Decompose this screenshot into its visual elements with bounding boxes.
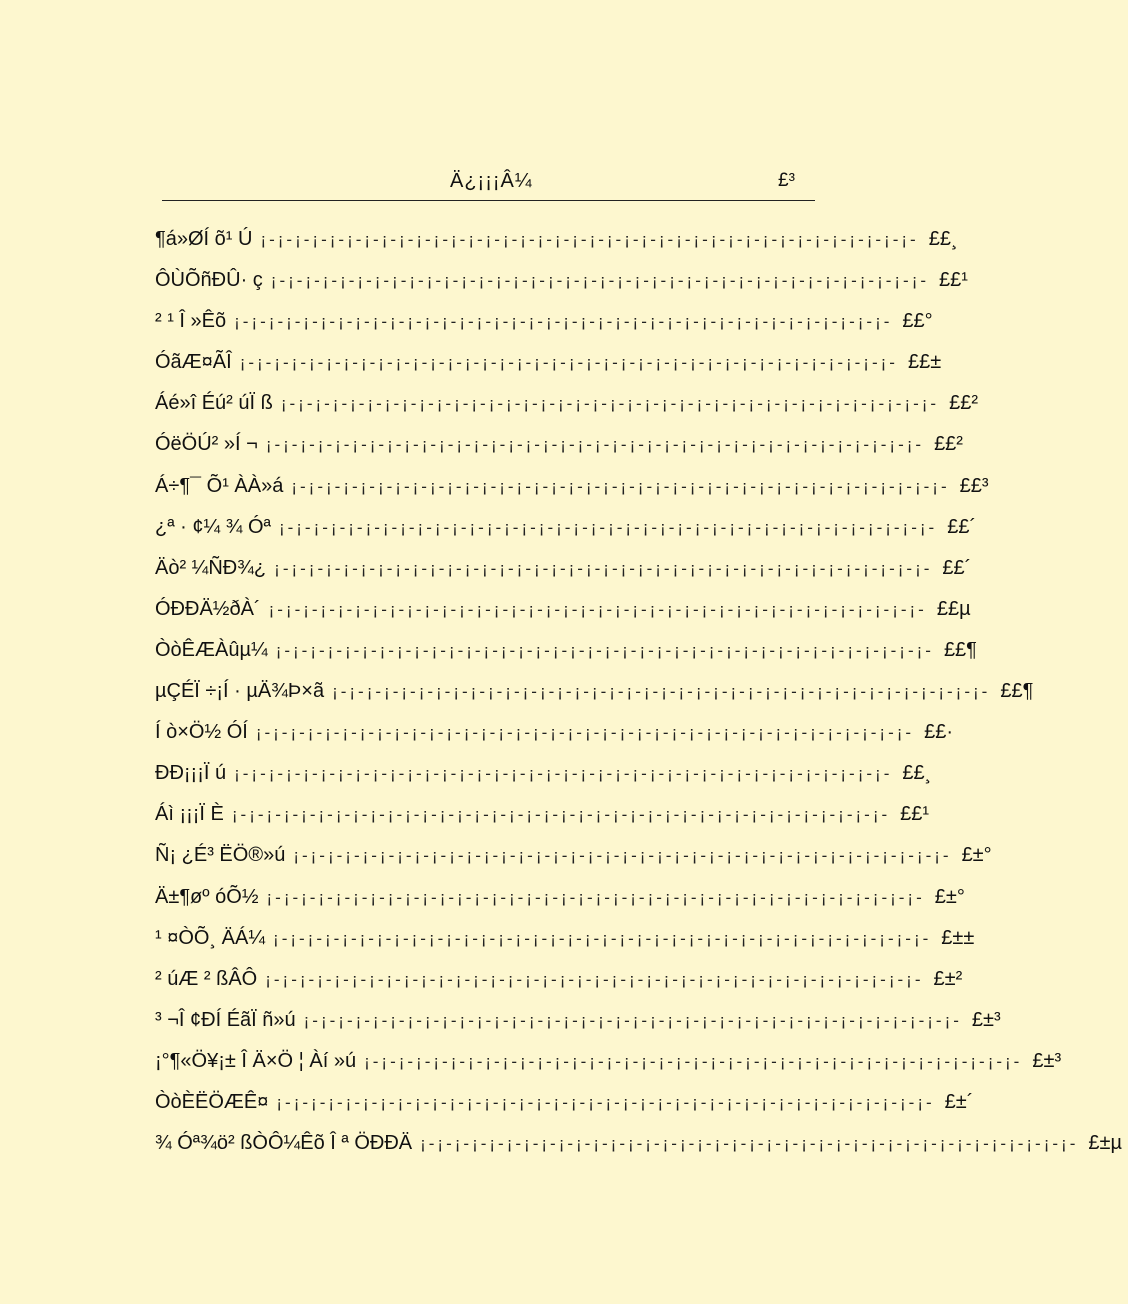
toc-entry-page-number: ££¹	[939, 269, 968, 292]
toc-entry-page-number: ££¸	[902, 762, 932, 785]
toc-entry-page-number: ££°	[902, 310, 933, 333]
toc-dot-leader: ¡-¡-¡-¡-¡-¡-¡-¡-¡-¡-¡-¡-¡-¡-¡-¡-¡-¡-¡-¡-¡-¡-¡-¡-¡-¡-¡-¡-¡-¡-¡-¡-¡-¡-¡-¡-¡-¡-	[268, 599, 927, 619]
toc-entry-title: Áé»î Éú² úÏ ß	[155, 392, 273, 415]
toc-entry-title: ÓëÖÚ² »Í ¬	[155, 433, 258, 456]
toc-entry[interactable]	[155, 880, 965, 921]
toc-entry[interactable]	[155, 797, 930, 838]
toc-entry-page-number: £±°	[961, 844, 992, 867]
toc-entry[interactable]	[155, 469, 989, 510]
toc-dot-leader: ¡-¡-¡-¡-¡-¡-¡-¡-¡-¡-¡-¡-¡-¡-¡-¡-¡-¡-¡-¡-¡-¡-¡-¡-¡-¡-¡-¡-¡-¡-¡-¡-¡-¡-¡-¡-¡-¡-	[270, 271, 930, 291]
toc-entry-page-number: ££²	[949, 392, 978, 415]
toc-entry[interactable]	[155, 674, 1034, 715]
toc-entry-title: ² ¹ Î »Êõ	[155, 310, 227, 333]
toc-entry-page-number: £±²	[933, 967, 963, 990]
toc-entry[interactable]	[155, 756, 932, 797]
toc-entry[interactable]	[155, 1044, 1062, 1085]
toc-dot-leader: ¡-¡-¡-¡-¡-¡-¡-¡-¡-¡-¡-¡-¡-¡-¡-¡-¡-¡-¡-¡-¡-¡-¡-¡-¡-¡-¡-¡-¡-¡-¡-¡-¡-¡-¡-¡-¡-¡-	[275, 640, 934, 660]
toc-dot-leader: ¡-¡-¡-¡-¡-¡-¡-¡-¡-¡-¡-¡-¡-¡-¡-¡-¡-¡-¡-¡-¡-¡-¡-¡-¡-¡-¡-¡-¡-¡-¡-¡-¡-¡-¡-¡-¡-¡-	[231, 805, 891, 825]
running-header-page-number: £³	[778, 170, 795, 191]
toc-entry-page-number: ££¶	[1000, 680, 1034, 703]
toc-entry-title: ¾ Óª¾ö² ßÒÔ¼Êõ Î ª ÖÐÐÄ	[155, 1132, 413, 1155]
toc-entry-page-number: £±³	[971, 1008, 1001, 1031]
toc-entry-title: ² úÆ ² ßÂÔ	[155, 967, 258, 990]
toc-entry[interactable]	[155, 427, 963, 468]
toc-entry-page-number: £±µ	[1088, 1132, 1122, 1155]
toc-entry-page-number: ££¶	[943, 638, 977, 661]
toc-entry[interactable]	[155, 222, 958, 263]
toc-entry[interactable]	[155, 551, 972, 592]
toc-dot-leader: ¡-¡-¡-¡-¡-¡-¡-¡-¡-¡-¡-¡-¡-¡-¡-¡-¡-¡-¡-¡-¡-¡-¡-¡-¡-¡-¡-¡-¡-¡-¡-¡-¡-¡-¡-¡-¡-¡-	[278, 517, 938, 537]
toc-entry-page-number: ££´	[942, 556, 972, 579]
toc-entry-title: ÔÙÕñÐÛ· ç	[155, 269, 263, 292]
toc-dot-leader: ¡-¡-¡-¡-¡-¡-¡-¡-¡-¡-¡-¡-¡-¡-¡-¡-¡-¡-¡-¡-¡-¡-¡-¡-¡-¡-¡-¡-¡-¡-¡-¡-¡-¡-¡-¡-¡-¡-	[265, 969, 924, 989]
toc-entry-title: Á÷¶¯ Õ¹ ÀÀ»á	[155, 474, 284, 497]
toc-dot-leader: ¡-¡-¡-¡-¡-¡-¡-¡-¡-¡-¡-¡-¡-¡-¡-¡-¡-¡-¡-¡-¡-¡-¡-¡-¡-¡-¡-¡-¡-¡-¡-¡-¡-¡-¡-¡-¡-¡-	[293, 846, 952, 866]
toc-entry-title: ¹ ¤ÒÕ¸ ÄÁ¼	[155, 926, 266, 949]
toc-entry-page-number: £±´	[944, 1090, 974, 1113]
toc-dot-leader: ¡-¡-¡-¡-¡-¡-¡-¡-¡-¡-¡-¡-¡-¡-¡-¡-¡-¡-¡-¡-¡-¡-¡-¡-¡-¡-¡-¡-¡-¡-¡-¡-¡-¡-¡-¡-¡-¡-	[364, 1051, 1023, 1071]
toc-dot-leader: ¡-¡-¡-¡-¡-¡-¡-¡-¡-¡-¡-¡-¡-¡-¡-¡-¡-¡-¡-¡-¡-¡-¡-¡-¡-¡-¡-¡-¡-¡-¡-¡-¡-¡-¡-¡-¡-¡-	[266, 887, 925, 907]
toc-dot-leader: ¡-¡-¡-¡-¡-¡-¡-¡-¡-¡-¡-¡-¡-¡-¡-¡-¡-¡-¡-¡-¡-¡-¡-¡-¡-¡-¡-¡-¡-¡-¡-¡-¡-¡-¡-¡-¡-¡-	[265, 435, 925, 455]
toc-entry[interactable]	[155, 386, 978, 427]
toc-dot-leader: ¡-¡-¡-¡-¡-¡-¡-¡-¡-¡-¡-¡-¡-¡-¡-¡-¡-¡-¡-¡-¡-¡-¡-¡-¡-¡-¡-¡-¡-¡-¡-¡-¡-¡-¡-¡-¡-¡-	[234, 312, 893, 332]
toc-entry[interactable]	[155, 838, 992, 879]
toc-entry-title: ÐÐ¡¡¡Ï ú	[155, 762, 227, 785]
toc-dot-leader: ¡-¡-¡-¡-¡-¡-¡-¡-¡-¡-¡-¡-¡-¡-¡-¡-¡-¡-¡-¡-¡-¡-¡-¡-¡-¡-¡-¡-¡-¡-¡-¡-¡-¡-¡-¡-¡-¡-	[274, 558, 933, 578]
toc-entry-title: ÓãÆ¤ÃÎ	[155, 351, 232, 374]
toc-dot-leader: ¡-¡-¡-¡-¡-¡-¡-¡-¡-¡-¡-¡-¡-¡-¡-¡-¡-¡-¡-¡-¡-¡-¡-¡-¡-¡-¡-¡-¡-¡-¡-¡-¡-¡-¡-¡-¡-¡-	[280, 394, 940, 414]
toc-entry-title: Ñ¡ ¿É³ ËÖ®»ú	[155, 844, 286, 867]
toc-entry-title: ³ ¬Î ¢ÐÍ ÉãÏ ñ»ú	[155, 1008, 296, 1031]
toc-entry[interactable]	[155, 263, 968, 304]
toc-entry-page-number: ££±	[907, 351, 942, 374]
toc-entry-page-number: ££´	[947, 515, 977, 538]
toc-entry-page-number: £±°	[934, 885, 965, 908]
toc-entry[interactable]	[155, 304, 933, 345]
toc-dot-leader: ¡-¡-¡-¡-¡-¡-¡-¡-¡-¡-¡-¡-¡-¡-¡-¡-¡-¡-¡-¡-¡-¡-¡-¡-¡-¡-¡-¡-¡-¡-¡-¡-¡-¡-¡-¡-¡-¡-	[239, 353, 898, 373]
toc-entry-title: ÓÐÐÄ½ðÀ´	[155, 597, 261, 620]
toc-entry-title: Áì ¡¡¡Ï È	[155, 803, 224, 826]
toc-dot-leader: ¡-¡-¡-¡-¡-¡-¡-¡-¡-¡-¡-¡-¡-¡-¡-¡-¡-¡-¡-¡-¡-¡-¡-¡-¡-¡-¡-¡-¡-¡-¡-¡-¡-¡-¡-¡-¡-¡-	[273, 928, 932, 948]
toc-entry-title: ¶á»ØÍ õ¹ Ú	[155, 228, 253, 250]
toc-entry-title: Ä±¶øº óÕ½	[155, 885, 259, 908]
toc-entry-title: Í ò×Ö½ ÓÍ	[155, 721, 248, 744]
toc-entry[interactable]	[155, 1126, 1122, 1167]
table-of-contents	[155, 222, 1122, 1167]
toc-dot-leader: ¡-¡-¡-¡-¡-¡-¡-¡-¡-¡-¡-¡-¡-¡-¡-¡-¡-¡-¡-¡-¡-¡-¡-¡-¡-¡-¡-¡-¡-¡-¡-¡-¡-¡-¡-¡-¡-¡-	[234, 764, 893, 784]
toc-entry-title: ÒòÊÆÀûµ¼	[155, 638, 268, 661]
toc-entry[interactable]	[155, 962, 963, 1003]
toc-entry[interactable]	[155, 510, 977, 551]
toc-dot-leader: ¡-¡-¡-¡-¡-¡-¡-¡-¡-¡-¡-¡-¡-¡-¡-¡-¡-¡-¡-¡-¡-¡-¡-¡-¡-¡-¡-¡-¡-¡-¡-¡-¡-¡-¡-¡-¡-¡-	[255, 723, 915, 743]
toc-entry-page-number: ££µ	[936, 597, 971, 620]
toc-dot-leader: ¡-¡-¡-¡-¡-¡-¡-¡-¡-¡-¡-¡-¡-¡-¡-¡-¡-¡-¡-¡-¡-¡-¡-¡-¡-¡-¡-¡-¡-¡-¡-¡-¡-¡-¡-¡-¡-¡-	[332, 682, 991, 702]
toc-entry[interactable]	[155, 921, 975, 962]
running-header	[162, 166, 815, 201]
toc-entry-page-number: ££·	[924, 721, 953, 744]
toc-entry-title: ¡°¶«Ö¥¡± Î Ä×Ö ¦ Àí »ú	[155, 1049, 357, 1072]
toc-entry[interactable]	[155, 1003, 1001, 1044]
toc-entry[interactable]	[155, 592, 971, 633]
toc-entry-title: ¿ª · ¢¼ ¾ Óª	[155, 515, 271, 538]
toc-entry-title: µÇÉÏ ÷¡Í · µÄ¾Þ×ã	[155, 680, 325, 703]
toc-entry[interactable]	[155, 633, 977, 674]
toc-dot-leader: ¡-¡-¡-¡-¡-¡-¡-¡-¡-¡-¡-¡-¡-¡-¡-¡-¡-¡-¡-¡-¡-¡-¡-¡-¡-¡-¡-¡-¡-¡-¡-¡-¡-¡-¡-¡-¡-¡-	[291, 476, 950, 496]
toc-entry-page-number: ££²	[934, 433, 963, 456]
toc-entry-title: Äò² ¼ÑÐ¾¿	[155, 556, 267, 579]
toc-dot-leader: ¡-¡-¡-¡-¡-¡-¡-¡-¡-¡-¡-¡-¡-¡-¡-¡-¡-¡-¡-¡-¡-¡-¡-¡-¡-¡-¡-¡-¡-¡-¡-¡-¡-¡-¡-¡-¡-¡-	[260, 230, 919, 249]
toc-dot-leader: ¡-¡-¡-¡-¡-¡-¡-¡-¡-¡-¡-¡-¡-¡-¡-¡-¡-¡-¡-¡-¡-¡-¡-¡-¡-¡-¡-¡-¡-¡-¡-¡-¡-¡-¡-¡-¡-¡-	[276, 1092, 935, 1112]
toc-entry-page-number: £±±	[941, 926, 975, 949]
toc-entry[interactable]	[155, 345, 942, 386]
toc-dot-leader: ¡-¡-¡-¡-¡-¡-¡-¡-¡-¡-¡-¡-¡-¡-¡-¡-¡-¡-¡-¡-¡-¡-¡-¡-¡-¡-¡-¡-¡-¡-¡-¡-¡-¡-¡-¡-¡-¡-	[303, 1010, 962, 1030]
toc-entry-page-number: £±³	[1032, 1049, 1062, 1072]
toc-entry-page-number: ££¸	[928, 228, 958, 250]
toc-dot-leader: ¡-¡-¡-¡-¡-¡-¡-¡-¡-¡-¡-¡-¡-¡-¡-¡-¡-¡-¡-¡-¡-¡-¡-¡-¡-¡-¡-¡-¡-¡-¡-¡-¡-¡-¡-¡-¡-¡-	[420, 1134, 1079, 1154]
toc-entry-page-number: ££¹	[900, 803, 930, 826]
toc-entry-page-number: ££³	[959, 474, 989, 497]
toc-entry[interactable]	[155, 715, 953, 756]
toc-entry[interactable]	[155, 1085, 974, 1126]
toc-entry-title: ÒòÈËÖÆÊ¤	[155, 1090, 269, 1113]
running-header-title: Ä¿¡¡¡Â¼	[450, 170, 533, 192]
